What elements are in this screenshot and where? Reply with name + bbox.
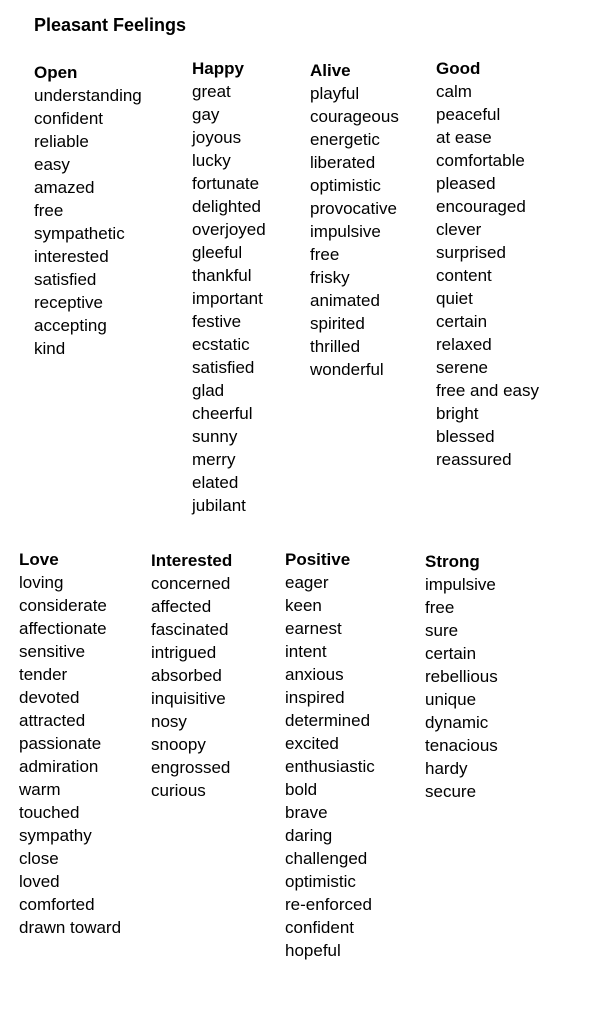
feeling-word: thankful: [192, 266, 252, 285]
feeling-column-positive: [285, 548, 375, 962]
feeling-column-interested: [151, 549, 232, 802]
feeling-word: sure: [425, 621, 459, 640]
feeling-word: joyous: [192, 128, 242, 147]
feeling-column-happy: [192, 57, 266, 517]
word-list: [425, 573, 498, 803]
feeling-word: loved: [19, 872, 60, 891]
feeling-word: inspired: [285, 688, 345, 707]
feeling-word: concerned: [151, 574, 231, 593]
feeling-word: confident: [34, 109, 103, 128]
feeling-word: energetic: [310, 130, 380, 149]
feeling-word: certain: [436, 312, 488, 331]
feeling-word: glad: [192, 381, 225, 400]
feeling-word: bright: [436, 404, 479, 423]
feeling-word: sensitive: [19, 642, 86, 661]
word-list: [192, 80, 266, 517]
feeling-word: encouraged: [436, 197, 526, 216]
feeling-word: enthusiastic: [285, 757, 375, 776]
feeling-word: understanding: [34, 86, 142, 105]
feeling-word: content: [436, 266, 492, 285]
feeling-word: passionate: [19, 734, 102, 753]
feeling-word: free: [310, 245, 340, 264]
feeling-column-open: [34, 61, 142, 360]
word-list: [34, 84, 142, 360]
feeling-word: courageous: [310, 107, 399, 126]
feeling-word: amazed: [34, 178, 95, 197]
feeling-column-good: [436, 57, 539, 471]
feeling-word: free: [425, 598, 455, 617]
feeling-column-love: [19, 548, 121, 939]
feeling-word: free and easy: [436, 381, 540, 400]
feeling-word: nosy: [151, 712, 187, 731]
feeling-word: reliable: [34, 132, 89, 151]
feeling-word: receptive: [34, 293, 103, 312]
feeling-word: fortunate: [192, 174, 260, 193]
feeling-word: relaxed: [436, 335, 492, 354]
feeling-word: snoopy: [151, 735, 206, 754]
feeling-word: liberated: [310, 153, 376, 172]
feeling-word: earnest: [285, 619, 342, 638]
feeling-word: thrilled: [310, 337, 361, 356]
word-list: [19, 571, 121, 939]
feeling-word: cheerful: [192, 404, 253, 423]
feeling-word: considerate: [19, 596, 107, 615]
feeling-word: reassured: [436, 450, 512, 469]
feeling-word: impulsive: [310, 222, 381, 241]
feeling-word: accepting: [34, 316, 107, 335]
feeling-word: inquisitive: [151, 689, 226, 708]
feeling-word: blessed: [436, 427, 495, 446]
feeling-word: daring: [285, 826, 333, 845]
feeling-word: tender: [19, 665, 68, 684]
feeling-word: anxious: [285, 665, 344, 684]
feeling-word: gay: [192, 105, 220, 124]
feeling-word: satisfied: [192, 358, 255, 377]
feeling-word: close: [19, 849, 59, 868]
feeling-word: important: [192, 289, 263, 308]
column-heading: Strong: [425, 552, 480, 571]
feeling-word: ecstatic: [192, 335, 250, 354]
feeling-word: optimistic: [285, 872, 356, 891]
feeling-word: fascinated: [151, 620, 229, 639]
feeling-word: drawn toward: [19, 918, 122, 937]
feeling-word: bold: [285, 780, 318, 799]
feeling-word: provocative: [310, 199, 397, 218]
word-list: [310, 82, 399, 381]
feeling-word: keen: [285, 596, 322, 615]
feeling-word: tenacious: [425, 736, 498, 755]
feeling-word: intrigued: [151, 643, 217, 662]
feeling-word: brave: [285, 803, 328, 822]
feeling-word: overjoyed: [192, 220, 266, 239]
feeling-column-strong: [425, 550, 498, 803]
feeling-word: admiration: [19, 757, 99, 776]
word-list: [285, 571, 375, 962]
feeling-word: secure: [425, 782, 477, 801]
column-heading: Love: [19, 550, 59, 569]
feeling-word: hopeful: [285, 941, 341, 960]
feeling-word: peaceful: [436, 105, 501, 124]
feeling-word: challenged: [285, 849, 368, 868]
feeling-word: intent: [285, 642, 327, 661]
feeling-word: free: [34, 201, 64, 220]
feeling-word: hardy: [425, 759, 468, 778]
feeling-word: calm: [436, 82, 472, 101]
column-heading: Good: [436, 59, 481, 78]
feeling-word: absorbed: [151, 666, 222, 685]
feeling-word: certain: [425, 644, 477, 663]
feeling-word: pleased: [436, 174, 496, 193]
feeling-word: dynamic: [425, 713, 489, 732]
feeling-word: playful: [310, 84, 360, 103]
feeling-word: kind: [34, 339, 66, 358]
feeling-word: at ease: [436, 128, 492, 147]
column-heading: Open: [34, 63, 78, 82]
word-list: [151, 572, 232, 802]
feeling-word: sympathy: [19, 826, 92, 845]
feeling-word: engrossed: [151, 758, 231, 777]
feeling-word: lucky: [192, 151, 231, 170]
feeling-word: frisky: [310, 268, 350, 287]
feeling-word: warm: [19, 780, 61, 799]
feeling-word: affectionate: [19, 619, 107, 638]
column-heading: Positive: [285, 550, 351, 569]
feeling-word: interested: [34, 247, 109, 266]
feeling-word: curious: [151, 781, 206, 800]
feeling-word: spirited: [310, 314, 365, 333]
feeling-word: comforted: [19, 895, 95, 914]
feeling-word: re-enforced: [285, 895, 372, 914]
feeling-column-alive: [310, 59, 399, 381]
feeling-word: touched: [19, 803, 80, 822]
feeling-word: unique: [425, 690, 477, 709]
feeling-word: festive: [192, 312, 242, 331]
feeling-word: elated: [192, 473, 239, 492]
feeling-word: sunny: [192, 427, 238, 446]
feeling-word: gleeful: [192, 243, 243, 262]
feeling-word: rebellious: [425, 667, 498, 686]
page-title: Pleasant Feelings: [34, 15, 187, 35]
column-heading: Happy: [192, 59, 244, 78]
feeling-word: great: [192, 82, 231, 101]
feeling-word: clever: [436, 220, 482, 239]
feeling-word: optimistic: [310, 176, 381, 195]
feeling-word: surprised: [436, 243, 506, 262]
feeling-word: loving: [19, 573, 64, 592]
feeling-word: comfortable: [436, 151, 525, 170]
feeling-word: affected: [151, 597, 212, 616]
feeling-word: sympathetic: [34, 224, 125, 243]
feeling-word: attracted: [19, 711, 86, 730]
feeling-word: jubilant: [192, 496, 246, 515]
feeling-word: determined: [285, 711, 371, 730]
feeling-word: easy: [34, 155, 70, 174]
feeling-word: confident: [285, 918, 354, 937]
feeling-word: animated: [310, 291, 380, 310]
feeling-word: delighted: [192, 197, 262, 216]
feeling-word: quiet: [436, 289, 473, 308]
feeling-word: satisfied: [34, 270, 97, 289]
feeling-word: excited: [285, 734, 339, 753]
feeling-word: devoted: [19, 688, 80, 707]
feeling-word: impulsive: [425, 575, 496, 594]
column-heading: Alive: [310, 61, 351, 80]
column-heading: Interested: [151, 551, 233, 570]
feeling-word: eager: [285, 573, 329, 592]
word-list: [436, 80, 539, 471]
feeling-word: merry: [192, 450, 236, 469]
feeling-word: wonderful: [310, 360, 384, 379]
feeling-word: serene: [436, 358, 488, 377]
